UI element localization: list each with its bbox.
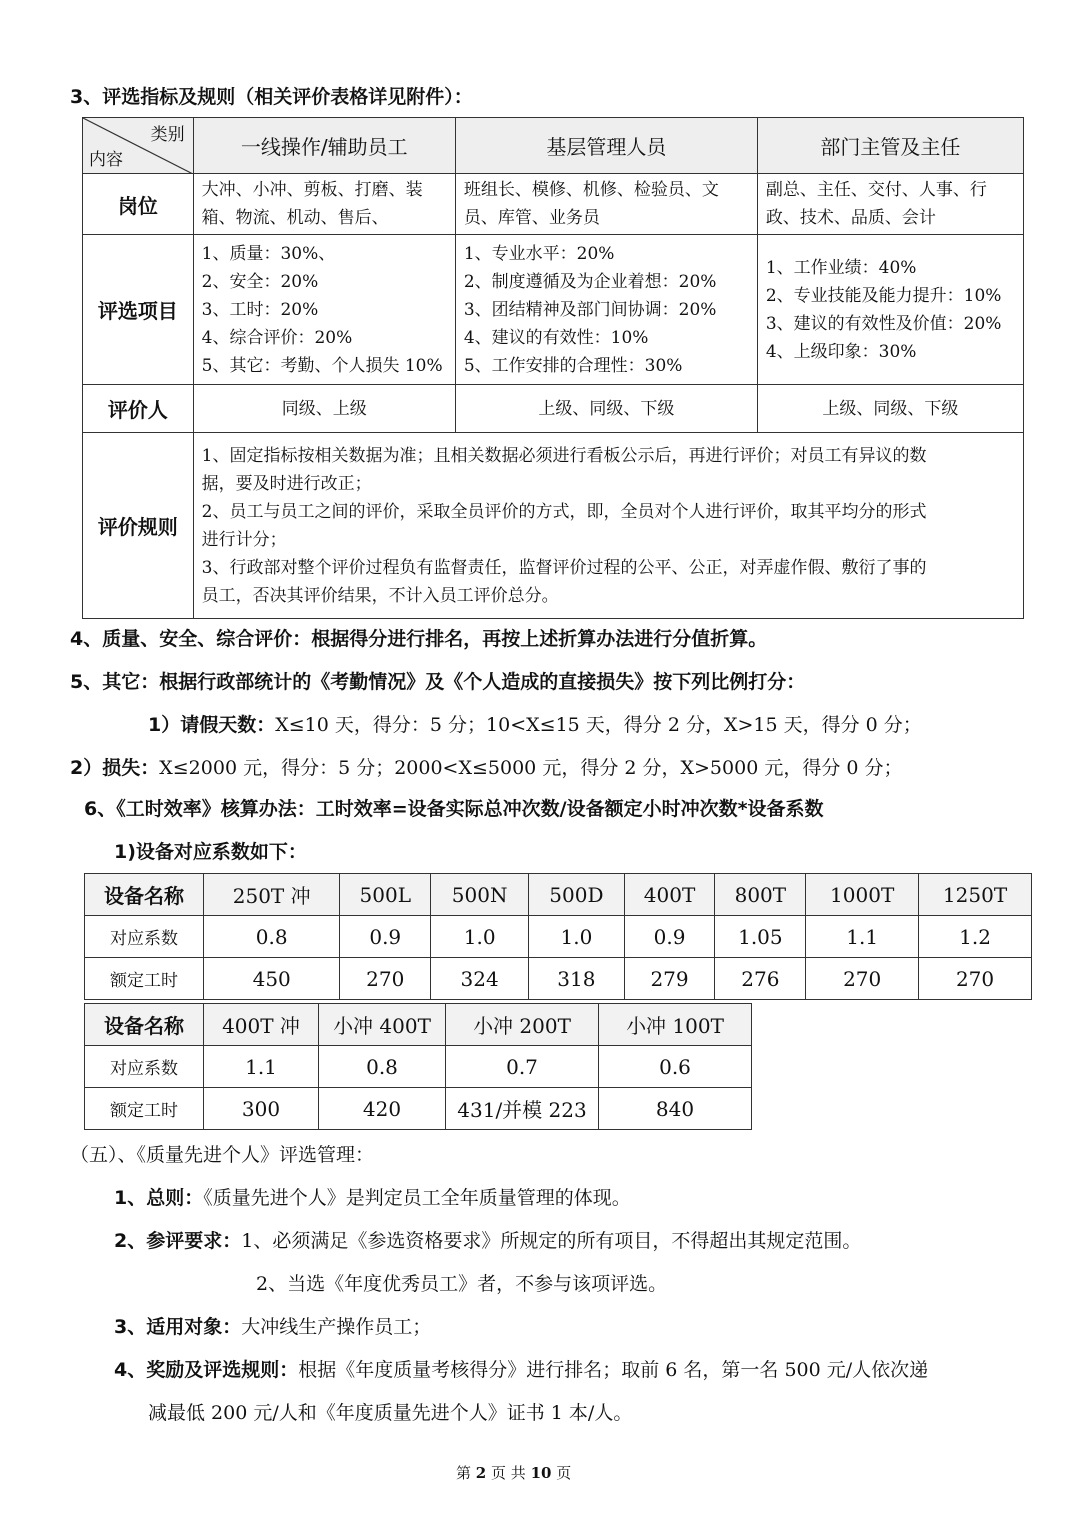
s5-3-paragraph: 3、适用对象：大冲线生产操作员工； <box>114 1316 432 1338</box>
row-label-position: 岗位 <box>83 174 194 235</box>
s5-4-paragraph: 4、奖励及评选规则：根据《年度质量考核得分》进行排名；取前 6 名，第一名 500 元/人依次递 <box>114 1359 929 1381</box>
items-cell: 1、质量：30%、 2、安全：20% 3、工时：20% 4、综合评价：20% 5、其它：考勤、个人损失 10% <box>193 235 455 385</box>
items-cell: 1、工作业绩：40% 2、专业技能及能力提升：10% 3、建议的有效性及价值：20% 4、上级印象：30% <box>757 235 1023 385</box>
hours-cell: 318 <box>529 958 624 1000</box>
hours-cell: 270 <box>806 958 919 1000</box>
page-footer: 第 2 页 共 10 页 <box>456 1464 572 1482</box>
equipment-name: 500N <box>431 874 529 916</box>
coefficient-cell: 1.1 <box>204 1046 319 1088</box>
equipment-table-1 <box>84 873 1032 1000</box>
section5-title: （五）、《质量先进个人》评选管理： <box>70 1144 375 1166</box>
s5-2-paragraph: 2、参评要求：1、必须满足《参选资格要求》所规定的所有项目，不得超出其规定范围。 <box>114 1230 862 1252</box>
equipment-name: 小冲 200T <box>446 1004 599 1046</box>
hours-cell: 420 <box>319 1088 446 1130</box>
positions-cell: 大冲、小冲、剪板、打磨、装 箱、物流、机动、售后、 <box>193 174 455 235</box>
coefficient-cell: 0.7 <box>446 1046 599 1088</box>
coefficient-cell: 0.8 <box>204 916 340 958</box>
row-label-name: 设备名称 <box>85 874 204 916</box>
hours-cell: 270 <box>919 958 1032 1000</box>
coefficient-cell: 1.2 <box>919 916 1032 958</box>
item5-2-paragraph: 2）损失：X≤2000 元，得分：5 分；2000<X≤5000 元，得分 2 分，X>5000 元，得分 0 分； <box>70 757 903 779</box>
items-cell: 1、专业水平：20% 2、制度遵循及为企业着想：20% 3、团结精神及部门间协调：20% 4、建议的有效性：10% 5、工作安排的合理性：30% <box>455 235 757 385</box>
equipment-name: 小冲 400T <box>319 1004 446 1046</box>
evaluator-cell: 上级、同级、下级 <box>455 385 757 433</box>
item4-paragraph: 4、质量、安全、综合评价：根据得分进行排名，再按上述折算办法进行分值折算。 <box>70 628 768 650</box>
equipment-name: 小冲 100T <box>599 1004 752 1046</box>
equipment-name: 500D <box>529 874 624 916</box>
coefficient-cell: 1.0 <box>529 916 624 958</box>
section3-title: 3、评选指标及规则（相关评价表格详见附件）： <box>70 86 473 108</box>
column-header: 一线操作/辅助员工 <box>193 118 455 174</box>
equipment-table-2 <box>84 1003 752 1130</box>
corner-content: 内容 <box>89 150 123 170</box>
positions-cell: 班组长、模修、机修、检验员、文 员、库管、业务员 <box>455 174 757 235</box>
hours-cell: 450 <box>204 958 340 1000</box>
table-corner <box>83 118 194 174</box>
hours-cell: 270 <box>340 958 431 1000</box>
equipment-name: 250T 冲 <box>204 874 340 916</box>
evaluator-cell: 同级、上级 <box>193 385 455 433</box>
hours-cell: 324 <box>431 958 529 1000</box>
coefficient-cell: 0.8 <box>319 1046 446 1088</box>
hours-cell: 279 <box>624 958 715 1000</box>
hours-cell: 300 <box>204 1088 319 1130</box>
item6-1-paragraph: 1)设备对应系数如下： <box>114 841 307 863</box>
column-header: 基层管理人员 <box>455 118 757 174</box>
s5-4-continuation: 减最低 200 元/人和《年度质量先进个人》证书 1 本/人。 <box>148 1402 633 1424</box>
criteria-table <box>82 117 1024 619</box>
positions-cell: 副总、主任、交付、人事、行 政、技术、品质、会计 <box>757 174 1023 235</box>
rules-cell: 1、固定指标按相关数据为准；且相关数据必须进行看板公示后，再进行评价；对员工有异议的数 据，要及时进行改正； 2、员工与员工之间的评价，采取全员评价的方式，即，全员对个人进行评价，取其平均分的形式 进行计分； 3、行政部对整个评价过程负有监督责任，监督评价过程的公平、公正，对弄虚作假、敷衍了事的 员工，否决其评价结果，不计入员工评价总分。 <box>193 433 1023 619</box>
hours-cell: 840 <box>599 1088 752 1130</box>
item5-paragraph: 5、其它：根据行政部统计的《考勤情况》及《个人造成的直接损失》按下列比例打分： <box>70 671 806 693</box>
coefficient-cell: 1.0 <box>431 916 529 958</box>
row-label-hours: 额定工时 <box>85 958 204 1000</box>
coefficient-cell: 1.05 <box>715 916 806 958</box>
hours-cell: 431/并模 223 <box>446 1088 599 1130</box>
equipment-name: 400T 冲 <box>204 1004 319 1046</box>
coefficient-cell: 0.6 <box>599 1046 752 1088</box>
row-label-evaluator: 评价人 <box>83 385 194 433</box>
row-label-coefficient: 对应系数 <box>85 916 204 958</box>
row-label-rules: 评价规则 <box>83 433 194 619</box>
hours-cell: 276 <box>715 958 806 1000</box>
row-label-coefficient: 对应系数 <box>85 1046 204 1088</box>
equipment-name: 800T <box>715 874 806 916</box>
item6-paragraph: 6、《工时效率》核算办法：工时效率=设备实际总冲次数/设备额定小时冲次数*设备系数 <box>84 798 824 820</box>
s5-1-paragraph: 1、总则：《质量先进个人》是判定员工全年质量管理的体现。 <box>114 1187 631 1209</box>
row-label-hours: 额定工时 <box>85 1088 204 1130</box>
equipment-name: 1250T <box>919 874 1032 916</box>
coefficient-cell: 0.9 <box>624 916 715 958</box>
s5-2b-paragraph: 2、当选《年度优秀员工》者，不参与该项评选。 <box>256 1273 668 1295</box>
coefficient-cell: 1.1 <box>806 916 919 958</box>
row-label-items: 评选项目 <box>83 235 194 385</box>
equipment-name: 1000T <box>806 874 919 916</box>
corner-category: 类别 <box>150 125 185 145</box>
column-header: 部门主管及主任 <box>757 118 1023 174</box>
equipment-name: 500L <box>340 874 431 916</box>
equipment-name: 400T <box>624 874 715 916</box>
coefficient-cell: 0.9 <box>340 916 431 958</box>
evaluator-cell: 上级、同级、下级 <box>757 385 1023 433</box>
item5-1-paragraph: 1）请假天数：X≤10 天，得分：5 分；10<X≤15 天，得分 2 分，X>15 天，得分 0 分； <box>148 714 922 736</box>
row-label-name: 设备名称 <box>85 1004 204 1046</box>
